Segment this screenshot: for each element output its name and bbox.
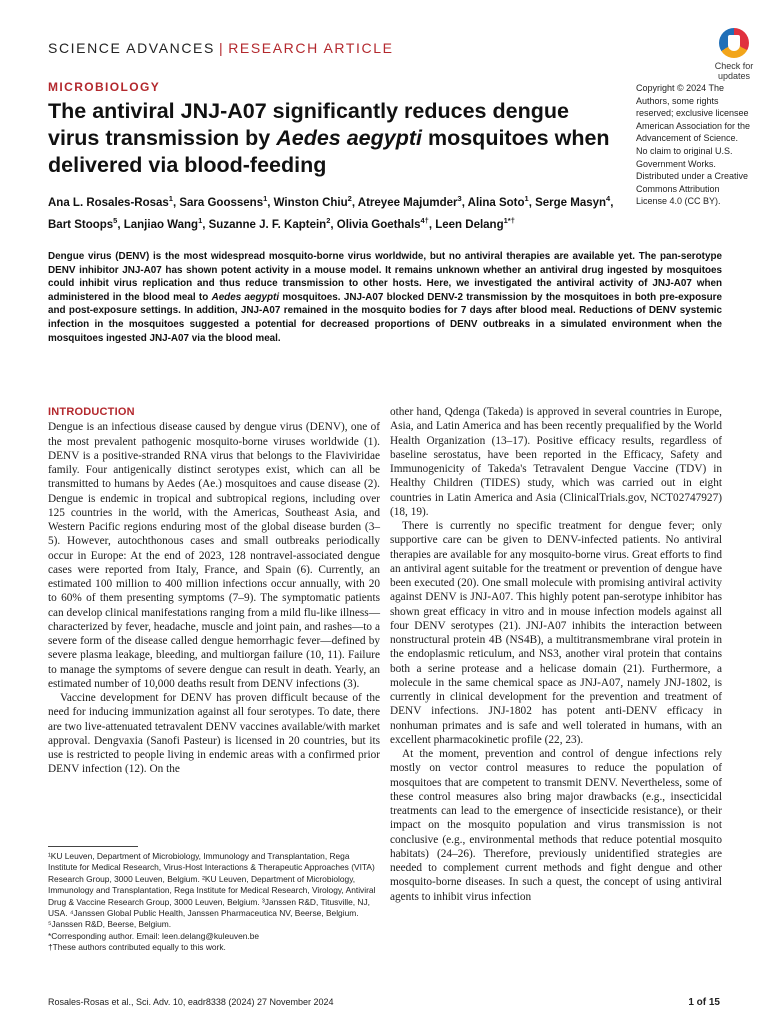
author-affiliation-marker: 2 (347, 194, 352, 203)
citation-footer: Rosales-Rosas et al., Sci. Adv. 10, eadr8338 (2024) 27 November 2024 (48, 997, 334, 1007)
check-for-updates-label: Check for updates (714, 61, 754, 81)
author-name: Leen Delang$^{1*\dagger}$ (435, 215, 515, 231)
title-species: Aedes aegypti (276, 126, 422, 150)
author-list: Ana L. Rosales-Rosas$^1$, Sara Goossens$^1$, Winston Chiu$^2$, Atreyee Majumder$^3$, Alina Soto$^1$, Serge Masyn$^4$, Bart Stoops$^5$, Lanjiao Wang$^1$, Suzanne J. F. Kaptein$^2$, Olivia Goethals$^{4\dagger}$, Leen Delang$^{1*\dagger}$ (48, 194, 614, 231)
author-affiliation-marker: 1 (263, 194, 268, 203)
author-name: Serge Masyn$^4$ (535, 194, 611, 209)
body-paragraph: Vaccine development for DENV has proven difficult because of the need for inducing immunization against all four serotypes. To date, there are two live-attenuated tetravalent DENV vaccines available/with market approval. Dengvaxia (Sanofi Pasteur) is licensed in 20 countries, but its use is restricted to people living in endemic areas with a confirmed prior DENV infection (12). On the (48, 692, 380, 776)
body-paragraph: other hand, Qdenga (Takeda) is approved in several countries in Europe, Asia, and Latin America and has been recently prequalified by the World Health Organization (13–17). Positive efficacy results, regardless of baseline serostatus, have been reported in the Efficacy, Safety and Immunogenicity of Takeda's Tetravalent Dengue Vaccine (TDV) in Healthy Children (TIDES) study, which was carried out in eight countries in Latin America and Asia (ClinicalTrials.gov, NCT02747927) (18, 19). (390, 406, 722, 518)
author-affiliation-marker: 1 (524, 194, 529, 203)
introduction-heading: INTRODUCTION (48, 406, 135, 418)
body-column-left (48, 405, 380, 777)
footnote-divider (48, 846, 138, 847)
copyright-notice: Copyright © 2024 The Authors, some rights reserved; exclusive licensee American Association for the Advancement of Science. No claim to original U.S. Government Works. Distributed under a Creative Commons Attribution License 4.0 (CC BY). (636, 83, 751, 207)
body-column-right (390, 405, 722, 904)
author-affiliation-marker: 4† (420, 215, 429, 225)
author-name: Alina Soto$^1$ (467, 194, 529, 209)
author-affiliation-marker: 1*† (503, 215, 515, 225)
article-type: RESEARCH ARTICLE (228, 40, 394, 56)
affiliations (48, 851, 380, 954)
corresponding-author: *Corresponding author. Email: leen.delang@kuleuven.be (48, 930, 260, 941)
author-affiliation-marker: 1 (168, 194, 173, 203)
author-name: Sara Goossens$^1$ (179, 194, 268, 209)
body-paragraph: There is currently no specific treatment for dengue fever; only supportive care can be given to DENV-infected patients. No antiviral therapies are available for any mosquito-borne virus. Great efforts to find an antiviral agent suitable for the treatment or prevention of dengue have been executed (20). One small molecule with promising antiviral activity against DENV is JNJ-A07. This highly potent pan-serotype inhibitor has shown great efficacy in vitro and in mouse infection models against all four DENV serotypes (21). JNJ-A07 inhibits the interaction between nonstructural protein 4B (NS4B), a multitransmembrane viral protein in the endoplasmic reticulum, and NS3, another viral protein that contains both a serine protease and a helicase domain (21). Furthermore, a molecule in the same chemical space as JNJ-A07, namely JNJ-1802, is currently in clinical development for the prevention and treatment of DENV infections. JNJ-1802 has potent anti-DENV efficacy in nonhuman primates and is safe and well tolerated in humans, with an excellent pharmacokinetic profile (22, 23). (390, 520, 722, 746)
affiliation-list: ¹KU Leuven, Department of Microbiology, Immunology and Transplantation, Rega Institute for Medical Research, Virus-Host Interactions & Therapeutic Approaches (VITA) Research Group, 3000 Leuven, Belgium. ²KU Leuven, Department of Microbiology, Immunology and Transplantation, Rega Institute for Medical Research, Virology, Antiviral Drug & Vaccine Research Group, 3000 Leuven, Belgium. ³Janssen R&D, Titusville, NJ, USA. ⁴Janssen Global Public Health, Janssen Pharmaceutica NV, Beerse, Belgium. ⁵Janssen R&D, Beerse, Belgium. (48, 851, 376, 930)
body-paragraph: At the moment, prevention and control of dengue infections rely mostly on vector control measures to reduce the population of mosquitoes that are competent to transmit DENV. Nevertheless, some of these control measures also bring major drawbacks (e.g., insecticidal treatments can lead to the emergence of insecticide resistance), or their impact on the mosquito population and virus transmission is not conclusive (e.g., environmental methods that reduce potential mosquito habitats) (24–26). Therefore, previously unidentified strategies are needed to complement current methods and fight dengue and other mosquito-borne diseases. In such a quest, the concept of using antiviral agents to inhibit virus infection (390, 748, 722, 903)
author-name: Lanjiao Wang$^1$ (123, 215, 203, 231)
author-name: Olivia Goethals$^{4\dagger}$ (336, 215, 429, 231)
body-paragraph: Dengue is an infectious disease caused by dengue virus (DENV), one of the most prevalent pathogenic mosquito-borne viruses worldwide (1). DENV is a positive-stranded RNA virus that belongs to the Flaviviridae family. Four antigenically distinct serotypes exist, which can all be transmitted to humans by Aedes (Ae.) mosquitoes and cause disease (2). Dengue is endemic in tropical and subtropical regions, including over 125 countries in the world, with the Americas, Southeast Asia, and Western Pacific regions enduring most of the global disease burden (3–5). However, autochthonous cases and small outbreaks periodically occur in Europe: At the end of 2023, 128 nontravel-associated dengue cases were reported from Italy, France, and Spain (6). Currently, an estimated 100 million to 400 million infections occur annually, with 20 to 60% of them presenting symptoms (7–9). The symptomatic patients can develop clinical manifestations ranging from a mild flu-like illness—characterized by fever, headache, muscle and joint pain, and rashes—to a severe form of the disease called dengue hemorrhagic fever—defined by severe plasma leakage, bleeding, and multiorgan failure (10, 11). Failure to manage the symptoms of severe dengue can result in death. Yearly, an estimated number of 10,000 deaths result from DENV infections (3). (48, 421, 380, 690)
author-affiliation-marker: 2 (326, 215, 331, 225)
abstract: Dengue virus (DENV) is the most widespread mosquito-borne virus worldwide, but no antiviral therapies are available yet. The pan-serotype DENV inhibitor JNJ-A07 has shown potent activity in a mouse model. It remains unknown whether an antiviral drug ingested by mosquitoes could inhibit virus replication and thus reduce transmission to other hosts. Here, we investigated the antiviral activity of JNJ-A07 when administered in the blood meal to Aedes aegypti mosquitoes. JNJ-A07 blocked DENV-2 transmission by the mosquitoes in both pre-exposure and post-exposure settings. In addition, JNJ-A07 remained in the mosquito bodies for 7 days after blood meal. Reductions of DENV systemic infection in the mosquitoes suggested a potential for decreased proportions of DENV outbreaks in a simulated environment when the mosquitoes ingested JNJ-A07 via the blood meal. (48, 251, 722, 344)
equal-contribution-note: †These authors contributed equally to this work. (48, 942, 226, 953)
article-title: The antiviral JNJ-A07 significantly reduces dengue virus transmission by Aedes aegypti mosquitoes when delivered via blood-feeding (48, 99, 610, 177)
author-affiliation-marker: 1 (198, 215, 203, 225)
header-separator: | (218, 40, 225, 56)
check-for-updates-button[interactable] (708, 28, 760, 84)
author-affiliation-marker: 3 (457, 194, 462, 203)
section-label: MICROBIOLOGY (48, 80, 161, 94)
page-number: 1 of 15 (688, 997, 720, 1008)
author-name: Atreyee Majumder$^3$ (357, 194, 462, 209)
author-affiliation-marker: 5 (113, 215, 118, 225)
crossmark-icon (719, 28, 749, 58)
author-affiliation-marker: 4 (606, 194, 611, 203)
author-name: Bart Stoops$^5$ (48, 215, 118, 231)
author-name: Winston Chiu$^2$ (273, 194, 352, 209)
journal-header (48, 40, 394, 56)
author-name: Ana L. Rosales-Rosas$^1$ (48, 194, 173, 209)
journal-name: SCIENCE ADVANCES (48, 40, 215, 56)
author-name: Suzanne J. F. Kaptein$^2$ (208, 215, 331, 231)
